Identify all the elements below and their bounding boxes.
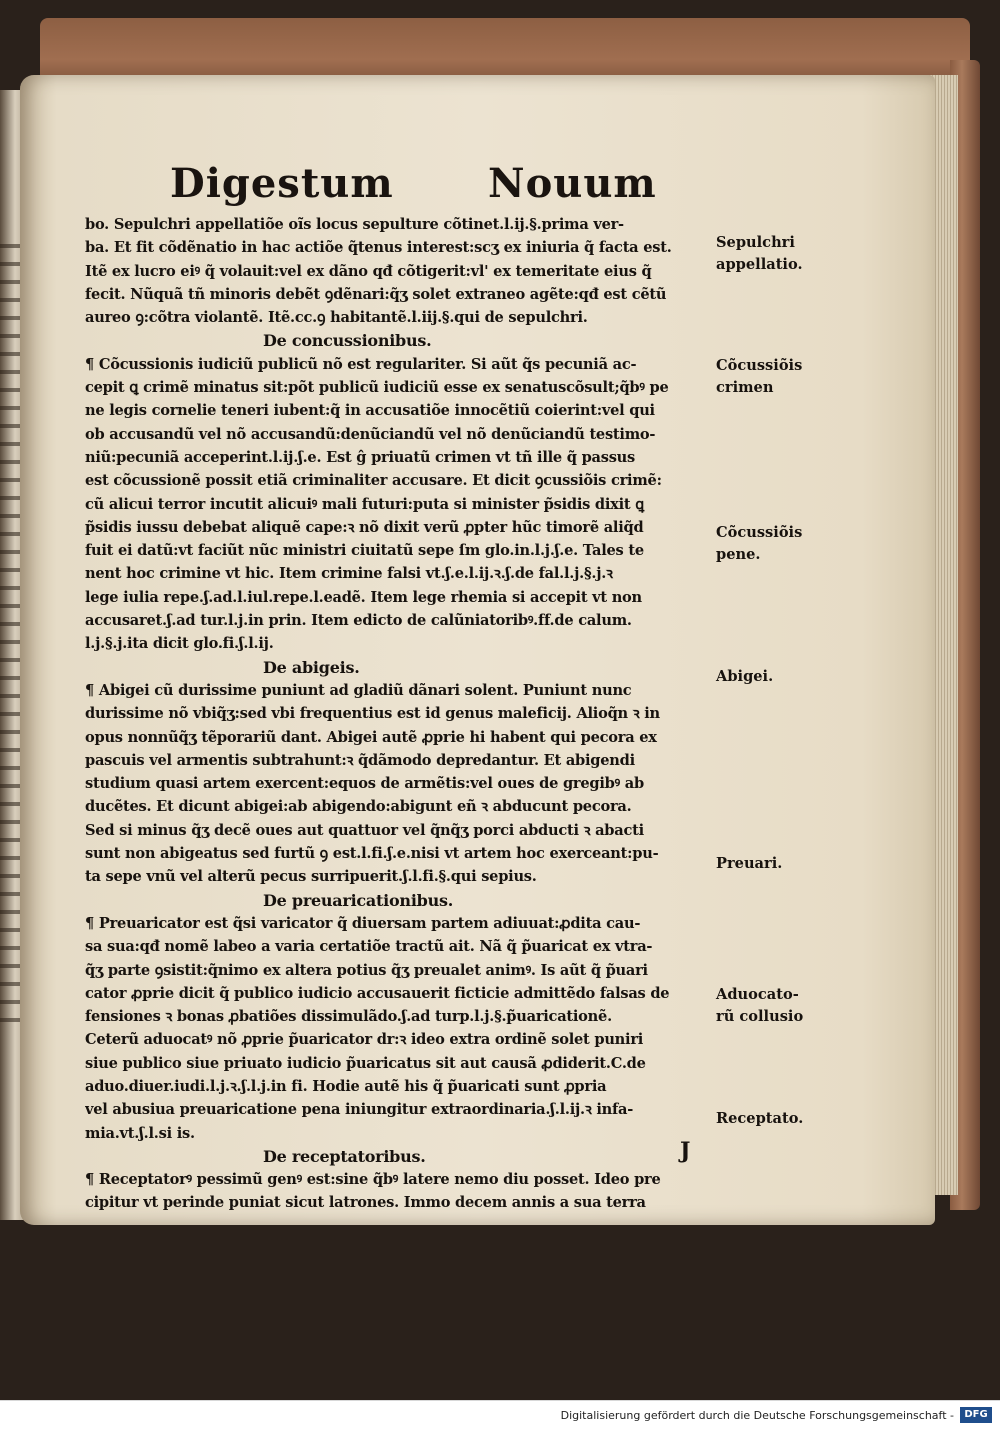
text-line: studium quasi artem exercent:equos de armẽtis:vel oues de gregibꝰ ab: [85, 775, 644, 793]
margin-note-line: pene.: [716, 546, 761, 563]
section-heading: De receptatoribus.: [263, 1146, 426, 1166]
text-line: Itẽ ex lucro eiꝰ q̃ volauit:vel ex dãno qđ cõtigerit:vl' ex temeritate eius q̃: [85, 262, 652, 280]
body-text: [85, 213, 715, 1215]
text-line: sa sua:qđ nomẽ labeo a varia certatiõe tractũ ait. Nã q̃ p̃uaricat ex vtra-: [85, 938, 653, 956]
text-line: q̃ʒ parte ꝯsistit:q̃nimo ex altera potius q̃ʒ preualet animꝰ. Is aũt q̃ p̃uari: [85, 961, 648, 979]
section-heading: De concussionibus.: [263, 331, 432, 351]
margin-note-line: rũ collusio: [716, 1008, 804, 1025]
margin-note-line: Abigei.: [716, 668, 774, 685]
text-line: mia.vt.ʃ.l.si is.: [85, 1124, 195, 1142]
text-line: bo. Sepulchri appellatiõe oĩs locus sepulture cõtinet.l.ij.§.prima ver-: [85, 216, 624, 233]
text-line: ob accusandũ vel nõ accusandũ:denũciandũ vel nõ denũciandũ testimo-: [85, 425, 656, 443]
text-line: ¶ Preuaricator est q̃si varicator q̃ diuersam partem adiuuat:ꝓdita cau-: [85, 914, 641, 932]
margin-note: [716, 232, 803, 276]
text-line: cipitur vt perinde puniat sicut latrones. Immo decem annis a sua terra: [85, 1194, 646, 1212]
text-line: cator ꝓprie dicit q̃ publico iudicio accusauerit ficticie admittẽdo falsas de: [85, 984, 670, 1002]
text-line: ¶ Cõcussionis iudiciũ publicũ nõ est regulariter. Si aũt q̃s pecuniã ac-: [85, 355, 637, 373]
text-line: fensiones ꝛ bonas ꝓbatiões dissimulãdo.ʃ.ad turp.l.j.§.p̃uaricationẽ.: [85, 1008, 612, 1026]
margin-note-line: crimen: [716, 379, 774, 396]
text-line: cepit ꝗ crimẽ minatus sit:põt publicũ iudiciũ esse ex senatuscõsult;q̃bꝰ pe: [85, 379, 669, 397]
margin-note: [716, 355, 802, 399]
section-heading: De abigeis.: [263, 657, 360, 677]
text-line: ne legis cornelie teneri iubent:q̃ in accusatiõe innocẽtiũ coierint:vel qui: [85, 402, 655, 420]
text-line: vel abusiua preuaricatione pena iniungitur extraordinaria.ʃ.l.ij.ꝛ infa-: [85, 1101, 634, 1119]
text-line: est cõcussionẽ possit etiã criminaliter accusare. Et dicit ꝯcussiõis crimẽ:: [85, 472, 662, 490]
text-line: siue publico siue priuato iudicio p̃uaricatus sit aut causã ꝓdiderit.C.de: [85, 1054, 646, 1072]
text-line: durissime nõ vbiq̃ʒ:sed vbi frequentius est id genus maleficij. Alioq̃n ꝛ in: [85, 705, 660, 723]
text-line: cũ alicui terror incutit alicuiꝰ mali futuri:puta si minister p̃sidis dixit ꝗ: [85, 495, 644, 513]
margin-note-line: Receptato.: [716, 1110, 804, 1127]
text-line: niũ:pecuniã acceperint.l.ij.ʃ.e. Est ĝ priuatũ crimen vt tñ ille q̃ passus: [85, 448, 635, 466]
margin-note-line: Cõcussiõis: [716, 524, 803, 541]
margin-note-line: Cõcussiõis: [716, 357, 803, 374]
text-line: ¶ Abigei cũ durissime puniunt ad gladiũ dãnari solent. Puniunt nunc: [85, 681, 632, 699]
text-line: accusaret.ʃ.ad tur.l.j.in prin. Item edicto de calũniatoribꝰ.ff.de calum.: [85, 612, 632, 630]
text-line: pascuis vel armentis subtrahunt:ꝛ q̃dãmodo depredantur. Et abigendi: [85, 751, 635, 769]
margin-note-line: Preuari.: [716, 855, 783, 872]
header-right: Nouum: [488, 160, 657, 207]
footer-credit: Digitalisierung gefördert durch die Deutsche Forschungsgemeinschaft -: [560, 1409, 954, 1422]
margin-note-line: Aduocato-: [716, 986, 799, 1003]
text-line: p̃sidis iussu debebat aliquẽ cape:ꝛ nõ dixit verũ ꝓpter hũc timorẽ aliq̃d: [85, 518, 644, 536]
text-line: ducẽtes. Et dicunt abigei:ab abigendo:abigunt eñ ꝛ abducunt pecora.: [85, 798, 632, 816]
text-line: sunt non abigeatus sed furtũ ꝯ est.l.fi.ʃ.e.nisi vt artem hoc exerceant:pu-: [85, 845, 659, 863]
footer-bar: [0, 1400, 1000, 1430]
folio-signature: J: [680, 1138, 691, 1164]
margin-note: [716, 853, 782, 875]
text-line: fuit ei datũ:vt faciũt nũc ministri ciuitatũ sepe ſm glo.in.l.j.ʃ.e. Tales te: [85, 542, 644, 560]
text-line: fecit. Nũquã tñ minoris debẽt ꝯdẽnari:q̃ʒ solet extraneo agẽte:qđ est cẽtũ: [85, 285, 667, 303]
text-line: ba. Et fit cõdẽnatio in hac actiõe q̃tenus interest:scʒ ex iniuria q̃ facta est.: [85, 239, 672, 257]
text-line: aureo ꝯ:cõtra violantẽ. Itẽ.cc.ꝯ habitantẽ.l.iij.§.qui de sepulchri.: [85, 309, 588, 327]
margin-note: [716, 1108, 803, 1130]
text-line: opus nonnũq̃ʒ tẽporariũ dant. Abigei autẽ ꝓprie hi habent qui pecora ex: [85, 728, 657, 746]
section-heading: De preuaricationibus.: [263, 890, 454, 910]
text-line: aduo.diuer.iudi.l.j.ꝛ.ʃ.l.j.in fi. Hodie autẽ his q̃ p̃uaricati sunt ꝓpria: [85, 1077, 607, 1095]
margin-note-line: appellatio.: [716, 256, 803, 273]
running-header: [170, 160, 657, 210]
margin-note: [716, 522, 802, 566]
text-line: Sed si minus q̃ʒ decẽ oues aut quattuor vel q̃nq̃ʒ porci abducti ꝛ abacti: [85, 821, 644, 839]
dfg-logo-icon: DFG: [960, 1407, 992, 1423]
margin-note: [716, 984, 803, 1028]
text-line: l.j.§.j.ita dicit glo.fi.ʃ.l.ij.: [85, 635, 274, 653]
margin-note: [716, 666, 773, 688]
margin-note-line: Sepulchri: [716, 234, 795, 251]
text-line: Ceterũ aduocatꝰ nõ ꝓprie p̃uaricator dr:ꝛ ideo extra ordinẽ solet puniri: [85, 1031, 644, 1049]
header-left: Digestum: [170, 160, 394, 207]
text-line: lege iulia repe.ʃ.ad.l.iul.repe.l.eadẽ. Item lege rhemia si accepit vt non: [85, 588, 642, 606]
text-line: ta sepe vnũ vel alterũ pecus surripuerit.ʃ.l.fi.§.qui sepius.: [85, 868, 537, 886]
text-line: nent hoc crimine vt hic. Item crimine falsi vt.ʃ.e.l.ij.ꝛ.ʃ.de fal.l.j.§.j.ꝛ: [85, 565, 613, 583]
text-line: ¶ Receptatorꝰ pessimũ genꝰ est:sine q̃bꝰ latere nemo diu posset. Ideo pre: [85, 1171, 661, 1189]
